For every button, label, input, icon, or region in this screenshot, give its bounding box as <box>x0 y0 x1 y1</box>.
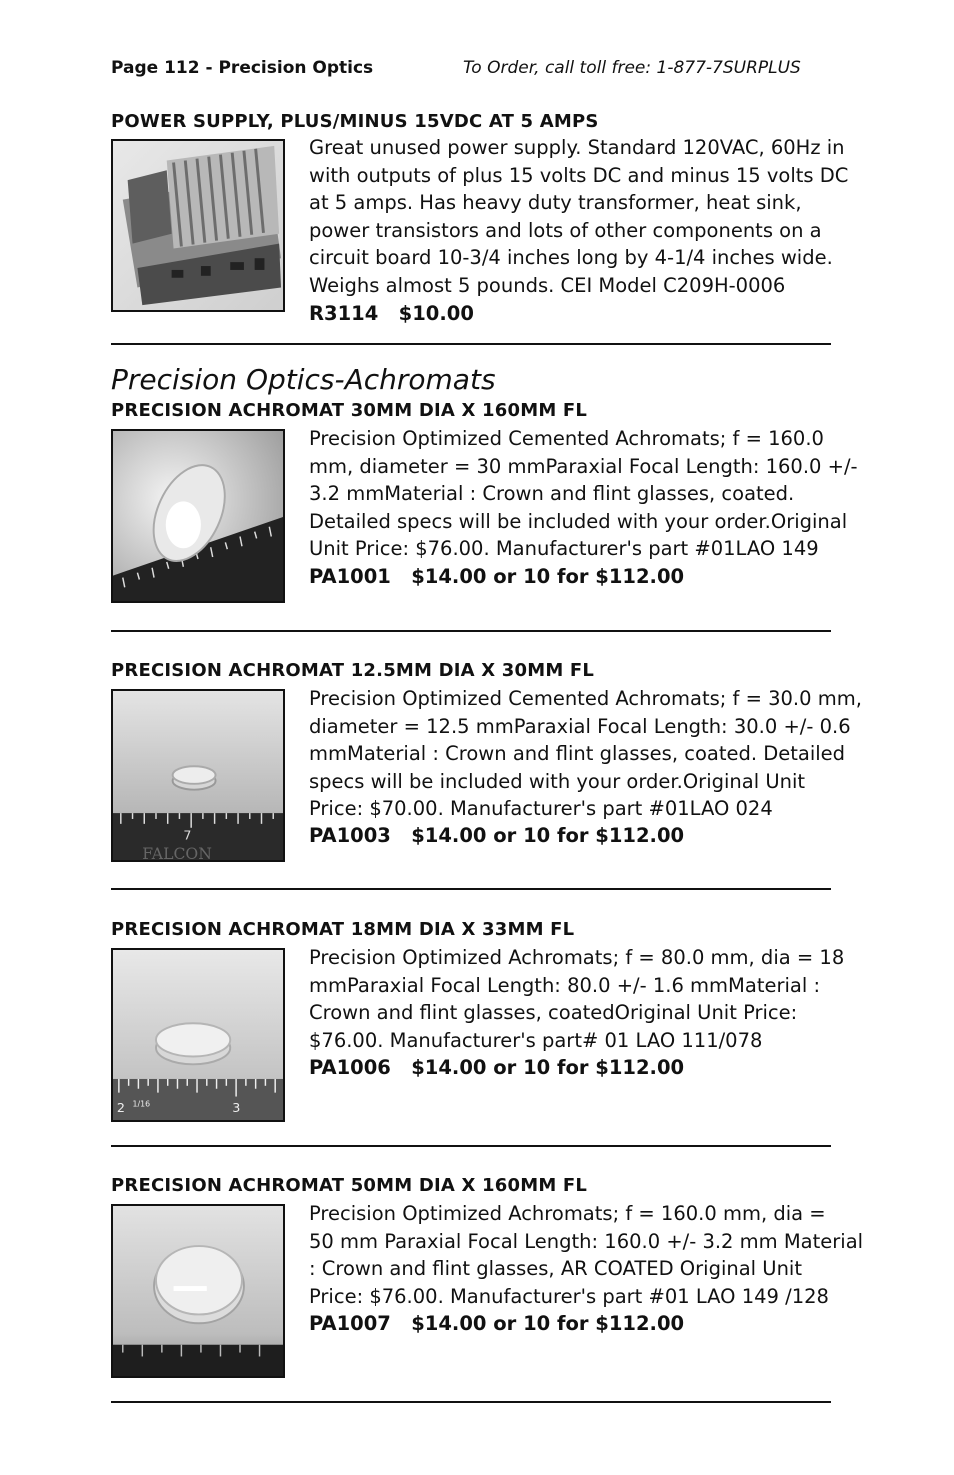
medium-lens-photo <box>111 948 285 1122</box>
section-divider <box>111 1401 831 1403</box>
description-line: Weighs almost 5 pounds. CEI Model C209H-0006 <box>309 273 786 297</box>
product-title: PRECISION ACHROMAT 12.5MM DIA X 30MM FL <box>111 660 595 681</box>
sku-price: PA1007 $14.00 or 10 for $112.00 <box>309 1312 685 1335</box>
description-line: 3.2 mmMaterial : Crown and flint glasses, coated. <box>309 482 795 506</box>
sku-price: PA1001 $14.00 or 10 for $112.00 <box>309 565 685 588</box>
section-divider <box>111 1145 831 1147</box>
ruler-fraction: 1/16 <box>132 1099 151 1109</box>
description-line: Price: $70.00. Manufacturer's part #01LAO 024 <box>309 797 773 821</box>
description-line: power transistors and lots of other components on a <box>309 218 822 242</box>
sku-price: PA1006 $14.00 or 10 for $112.00 <box>309 1056 685 1079</box>
ruler-number: 3 <box>232 1100 241 1116</box>
ruler-number: 2 <box>116 1100 125 1116</box>
product-title: POWER SUPPLY, PLUS/MINUS 15VDC AT 5 AMPS <box>111 111 599 132</box>
small-lens-photo <box>111 689 285 862</box>
sku-price: PA1003 $14.00 or 10 for $112.00 <box>309 824 685 847</box>
power-supply-photo <box>111 139 285 312</box>
section-divider <box>111 888 831 890</box>
description-line: Crown and flint glasses, coatedOriginal Unit Price: <box>309 1001 798 1025</box>
product-description <box>309 685 862 823</box>
product-title: PRECISION ACHROMAT 50MM DIA X 160MM FL <box>111 1175 588 1196</box>
large-lens-photo <box>111 1204 285 1378</box>
description-line: Precision Optimized Achromats; f = 80.0 mm, dia = 18 <box>309 946 845 969</box>
description-line: at 5 amps. Has heavy duty transformer, heat sink, <box>309 191 802 215</box>
description-line: : Crown and flint glasses, AR COATED Original Unit <box>309 1257 802 1281</box>
section-divider <box>111 630 831 632</box>
description-line: mm, diameter = 30 mmParaxial Focal Length: 160.0 +/- <box>309 454 858 478</box>
sku-price: R3114 $10.00 <box>309 302 474 325</box>
description-line: 50 mm Paraxial Focal Length: 160.0 +/- 3.2 mm Material <box>309 1229 864 1253</box>
page-label: Page 112 - Precision Optics <box>111 58 374 78</box>
description-line: Precision Optimized Cemented Achromats; f = 160.0 <box>309 427 824 450</box>
description-line: mmMaterial : Crown and flint glasses, coated. Detailed <box>309 742 846 766</box>
order-phone-line: To Order, call toll free: 1-877-7SURPLUS <box>463 58 801 78</box>
product-title: PRECISION ACHROMAT 30MM DIA X 160MM FL <box>111 400 588 421</box>
description-line: circuit board 10-3/4 inches long by 4-1/4 inches wide. <box>309 246 833 270</box>
description-line: Precision Optimized Achromats; f = 160.0 mm, dia = <box>309 1202 826 1225</box>
description-line: with outputs of plus 15 volts DC and minus 15 volts DC <box>309 163 849 187</box>
description-line: Precision Optimized Cemented Achromats; f = 30.0 mm, <box>309 687 862 710</box>
section-divider <box>111 343 831 345</box>
product-description <box>309 1200 863 1310</box>
description-line: diameter = 12.5 mmParaxial Focal Length: 30.0 +/- 0.6 <box>309 714 851 738</box>
description-line: Unit Price: $76.00. Manufacturer's part #01LAO 149 <box>309 537 819 561</box>
description-line: Price: $76.00. Manufacturer's part #01 LAO 149 /128 <box>309 1284 829 1308</box>
ruler-brand: FALCON <box>142 844 212 860</box>
product-description <box>309 134 848 300</box>
description-line: specs will be included with your order.Original Unit <box>309 769 806 793</box>
product-title: PRECISION ACHROMAT 18MM DIA X 33MM FL <box>111 919 575 940</box>
product-description <box>309 425 858 563</box>
product-description <box>309 944 844 1054</box>
description-line: $76.00. Manufacturer's part# 01 LAO 111/078 <box>309 1028 763 1052</box>
lens-on-ruler-photo <box>111 429 285 603</box>
description-line: Great unused power supply. Standard 120VAC, 60Hz in <box>309 136 845 159</box>
description-line: mmParaxial Focal Length: 80.0 +/- 1.6 mmMaterial : <box>309 973 821 997</box>
description-line: Detailed specs will be included with your order.Original <box>309 509 848 533</box>
ruler-number: 7 <box>183 827 192 843</box>
section-title: Precision Optics-Achromats <box>111 363 496 396</box>
